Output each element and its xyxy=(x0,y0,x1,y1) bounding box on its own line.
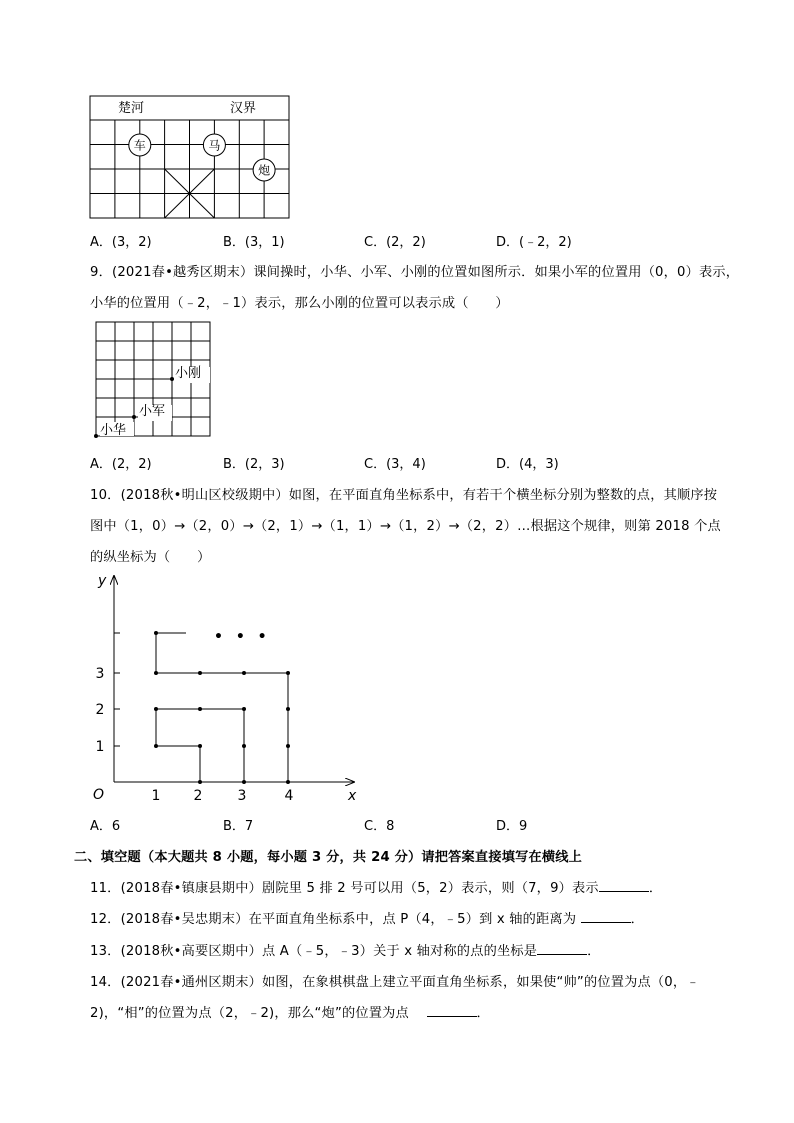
x-tick-1: 1 xyxy=(151,788,161,804)
q10-option-a[interactable]: A．6 xyxy=(90,819,121,834)
x-tick-2: 2 xyxy=(193,788,203,804)
xiaogang-point xyxy=(170,377,174,381)
q11-answer-blank[interactable] xyxy=(599,879,649,892)
q8-option-d[interactable]: D．(﹣2，2) xyxy=(496,235,572,250)
q11-period: ． xyxy=(648,881,663,896)
xiaohua-label: 小华 xyxy=(100,423,127,438)
river-right-label: 汉界 xyxy=(230,101,257,116)
q13-period: ． xyxy=(587,944,601,959)
q8-option-c[interactable]: C．(2，2) xyxy=(364,235,426,250)
q13-answer-blank[interactable] xyxy=(537,942,587,955)
q9-stem-line2: 小华的位置用（﹣2，﹣1）表示，那么小刚的位置可以表示成（ ） xyxy=(90,296,509,311)
q11-stem xyxy=(90,877,662,896)
section-heading-fill-in: 二、填空题（本大题共 8 小题，每小题 3 分，共 24 分）请把答案直接填写在横线上 xyxy=(74,850,583,865)
q12-answer-blank[interactable] xyxy=(581,910,631,923)
q14-stem-line1: 14．(2021春•通州区期末）如图，在象棋棋盘上建立平面直角坐标系，如果使“帅”的位置为点（0，﹣ xyxy=(90,975,700,990)
horse-piece xyxy=(203,134,225,156)
y-axis-label: y xyxy=(98,573,107,589)
q10-stem-line1: 10．(2018秋•明山区校级期中）如图，在平面直角坐标系中，有若干个横坐标分别为整数的点，其顺序按 xyxy=(90,488,718,503)
x-tick-4: 4 xyxy=(284,788,294,804)
q13-stem xyxy=(90,940,601,959)
q12-text: 12．(2018春•吴忠期末）在平面直角坐标系中，点 P（4，﹣5）到 x 轴的距离为 xyxy=(90,912,577,927)
x-axis-label: x xyxy=(348,788,357,804)
q9-stem-line1: 9．(2021春•越秀区期末）课间操时，小华、小军、小刚的位置如图所示．如果小军的位置用（0，0）表示， xyxy=(90,265,740,280)
q10-option-d[interactable]: D．9 xyxy=(496,819,528,834)
q10-stem-line2: 图中（1，0）→（2，0）→（2，1）→（1，1）→（1，2）→（2，2）…根据这个规律，则第 2018 个点 xyxy=(90,519,721,534)
continuation-dots: • • • xyxy=(214,629,271,645)
xiaogang-label: 小刚 xyxy=(175,366,202,381)
q12-period: ． xyxy=(630,912,645,927)
q11-text: 11．(2018春•镇康县期中）剧院里 5 排 2 号可以用（5，2）表示，则（7，9）表示 xyxy=(90,881,599,896)
q13-text: 13．(2018秋•高要区期中）点 A（﹣5，﹣3）关于 x 轴对称的点的坐标是 xyxy=(90,944,538,959)
origin-label: O xyxy=(93,787,105,803)
cannon-label: 炮 xyxy=(258,163,271,178)
q9-option-a[interactable]: A．(2，2) xyxy=(90,457,152,472)
chariot-label: 车 xyxy=(133,138,146,153)
q14-stem-line2 xyxy=(90,1002,490,1021)
q9-option-b[interactable]: B．(2，3) xyxy=(223,457,285,472)
y-tick-1: 1 xyxy=(95,739,105,755)
horse-label: 马 xyxy=(208,138,221,153)
chariot-piece xyxy=(129,134,151,156)
q8-option-a[interactable]: A．(3，2) xyxy=(90,235,152,250)
xiaojun-point xyxy=(132,415,136,419)
q9-grid-figure xyxy=(92,321,216,441)
y-tick-3: 3 xyxy=(95,666,105,682)
xiaojun-label: 小军 xyxy=(139,404,166,419)
river-left-label: 楚河 xyxy=(118,101,145,116)
q10-option-c[interactable]: C．8 xyxy=(364,819,395,834)
q12-stem xyxy=(90,908,644,927)
spiral-points xyxy=(154,631,290,784)
cannon-piece xyxy=(253,159,275,181)
q10-option-b[interactable]: B．7 xyxy=(223,819,254,834)
y-tick-2: 2 xyxy=(95,702,105,718)
q9-option-d[interactable]: D．(4，3) xyxy=(496,457,559,472)
x-tick-3: 3 xyxy=(237,788,247,804)
q14-text: 2)，“相”的位置为点（2，﹣2)，那么“炮”的位置为点 xyxy=(90,1006,409,1021)
q14-period: ． xyxy=(476,1006,490,1021)
chessboard-figure xyxy=(88,95,292,221)
q9-option-c[interactable]: C．(3，4) xyxy=(364,457,426,472)
xiaohua-point xyxy=(94,434,98,438)
q10-stem-line3: 的纵坐标为（ ） xyxy=(90,550,211,565)
q10-coordinate-graph xyxy=(86,568,376,806)
y-tick-marks xyxy=(114,633,120,746)
q8-option-b[interactable]: B．(3，1) xyxy=(223,235,285,250)
q14-answer-blank[interactable] xyxy=(427,1004,477,1017)
spiral-path xyxy=(156,633,288,782)
